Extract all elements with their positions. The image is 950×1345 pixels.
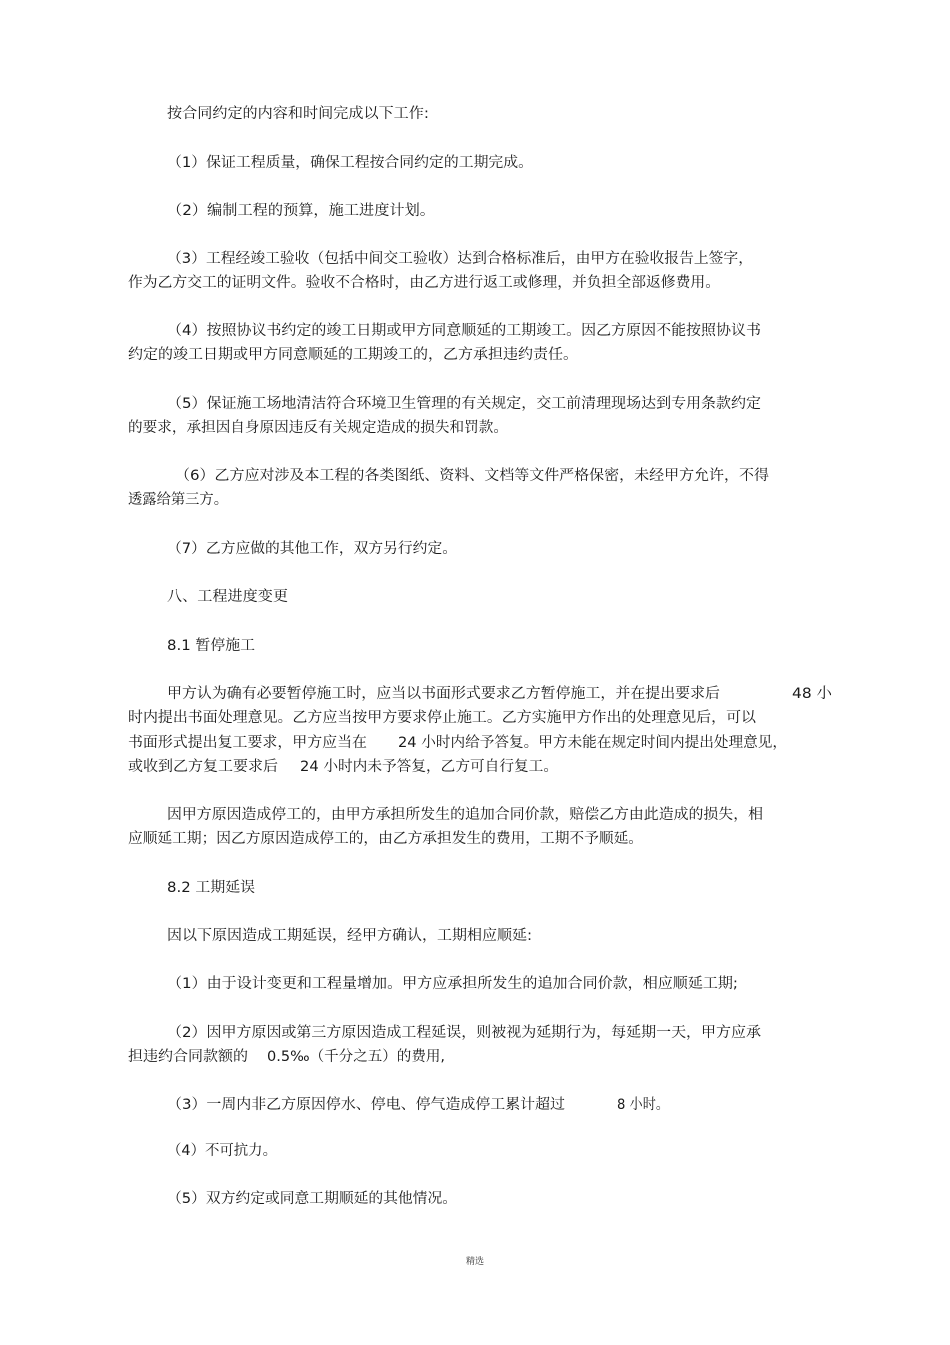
text: 书面形式提出复工要求，甲方应当在 xyxy=(128,735,367,751)
paragraph-line xyxy=(128,345,578,365)
text: 因以下原因造成工期延误，经甲方确认，工期相应顺延: xyxy=(167,928,532,944)
text: （1）保证工程质量，确保工程按合同约定的工期完成。 xyxy=(167,155,533,171)
text: （2）编制工程的预算，施工进度计划。 xyxy=(167,203,435,219)
paragraph-line xyxy=(128,418,508,438)
text: 时内提出书面处理意见。乙方应当按甲方要求停止施工。乙方实施甲方作出的处理意见后，可以 xyxy=(128,710,757,726)
text: 24 小时内给予答复。甲方未能在规定时间内提出处理意见， xyxy=(398,735,787,751)
paragraph-line xyxy=(167,321,761,341)
paragraph-line xyxy=(128,757,278,777)
text: （5）双方约定或同意工期顺延的其他情况。 xyxy=(167,1191,457,1207)
paragraph-line xyxy=(300,757,558,777)
text: （3）工程经竣工验收（包括中间交工验收）达到合格标准后，由甲方在验收报告上签字， xyxy=(167,251,753,267)
paragraph-line xyxy=(128,1047,248,1067)
text: 按合同约定的内容和时间完成以下工作: xyxy=(167,106,429,122)
text: （4）不可抗力。 xyxy=(167,1143,277,1159)
text: （7）乙方应做的其他工作，双方另行约定。 xyxy=(167,541,457,557)
paragraph-line xyxy=(167,1095,565,1115)
text: 因甲方原因造成停工的，由甲方承担所发生的追加合同价款，赔偿乙方由此造成的损失，相 xyxy=(167,807,763,823)
subsection-heading xyxy=(167,878,253,898)
section-heading xyxy=(167,587,288,607)
paragraph-line xyxy=(128,829,643,849)
text: 0.5‰（千分之五）的费用, xyxy=(267,1049,445,1065)
page-footer: 精选 xyxy=(465,1257,484,1267)
paragraph-line xyxy=(398,733,787,753)
text: 透露给第三方。 xyxy=(128,492,228,508)
paragraph-line xyxy=(267,1047,445,1067)
paragraph-line xyxy=(167,201,435,221)
text: （2）因甲方原因或第三方原因造成工程延误，则被视为延期行为，每延期一天，甲方应承 xyxy=(167,1025,761,1041)
text: 或收到乙方复工要求后 xyxy=(128,759,278,775)
paragraph-line xyxy=(167,249,753,269)
paragraph-line xyxy=(167,974,738,994)
subsection-heading xyxy=(167,636,253,656)
text: 应顺延工期；因乙方原因造成停工的，由乙方承担发生的费用，工期不予顺延。 xyxy=(128,831,643,847)
paragraph-line xyxy=(167,104,429,124)
text: 48 小 xyxy=(792,686,832,702)
text: （5）保证施工场地清洁符合环境卫生管理的有关规定，交工前清理现场达到专用条款约定 xyxy=(167,396,761,412)
paragraph-line xyxy=(128,733,367,753)
text: 甲方认为确有必要暂停施工时，应当以书面形式要求乙方暂停施工，并在提出要求后 xyxy=(167,686,720,702)
text: （1）由于设计变更和工程量增加。甲方应承担所发生的追加合同价款，相应顺延工期; xyxy=(167,976,738,992)
text: 8 小时。 xyxy=(617,1097,669,1113)
paragraph-line xyxy=(167,1189,457,1209)
paragraph-line xyxy=(167,684,720,704)
text: 八、工程进度变更 xyxy=(167,589,288,605)
text: 8.1 暂停施工 xyxy=(167,638,255,654)
text: （6）乙方应对涉及本工程的各类图纸、资料、文档等文件严格保密，未经甲方允许，不得 xyxy=(175,468,769,484)
paragraph-line xyxy=(175,466,769,486)
text: （3）一周内非乙方原因停水、停电、停气造成停工累计超过 xyxy=(167,1097,565,1113)
text: 24 小时内未予答复，乙方可自行复工。 xyxy=(300,759,558,775)
paragraph-line xyxy=(617,1095,674,1115)
text: 作为乙方交工的证明文件。验收不合格时，由乙方进行返工或修理，并负担全部返修费用。 xyxy=(128,275,720,291)
text: （4）按照协议书约定的竣工日期或甲方同意顺延的工期竣工。因乙方原因不能按照协议书 xyxy=(167,323,761,339)
paragraph-line xyxy=(167,1023,761,1043)
paragraph-line xyxy=(167,805,763,825)
paragraph-line xyxy=(167,1141,278,1161)
text: 8.2 工期延误 xyxy=(167,880,255,896)
paragraph-line xyxy=(128,273,720,293)
paragraph-line xyxy=(167,394,761,414)
paragraph-line xyxy=(167,926,532,946)
paragraph-line xyxy=(128,490,230,510)
paragraph-line xyxy=(167,539,457,559)
text: 的要求，承担因自身原因违反有关规定造成的损失和罚款。 xyxy=(128,420,508,436)
text: 担违约合同款额的 xyxy=(128,1049,248,1065)
paragraph-line xyxy=(167,153,533,173)
text: 约定的竣工日期或甲方同意顺延的工期竣工的，乙方承担违约责任。 xyxy=(128,347,578,363)
paragraph-line xyxy=(128,708,757,728)
paragraph-line xyxy=(792,684,830,704)
